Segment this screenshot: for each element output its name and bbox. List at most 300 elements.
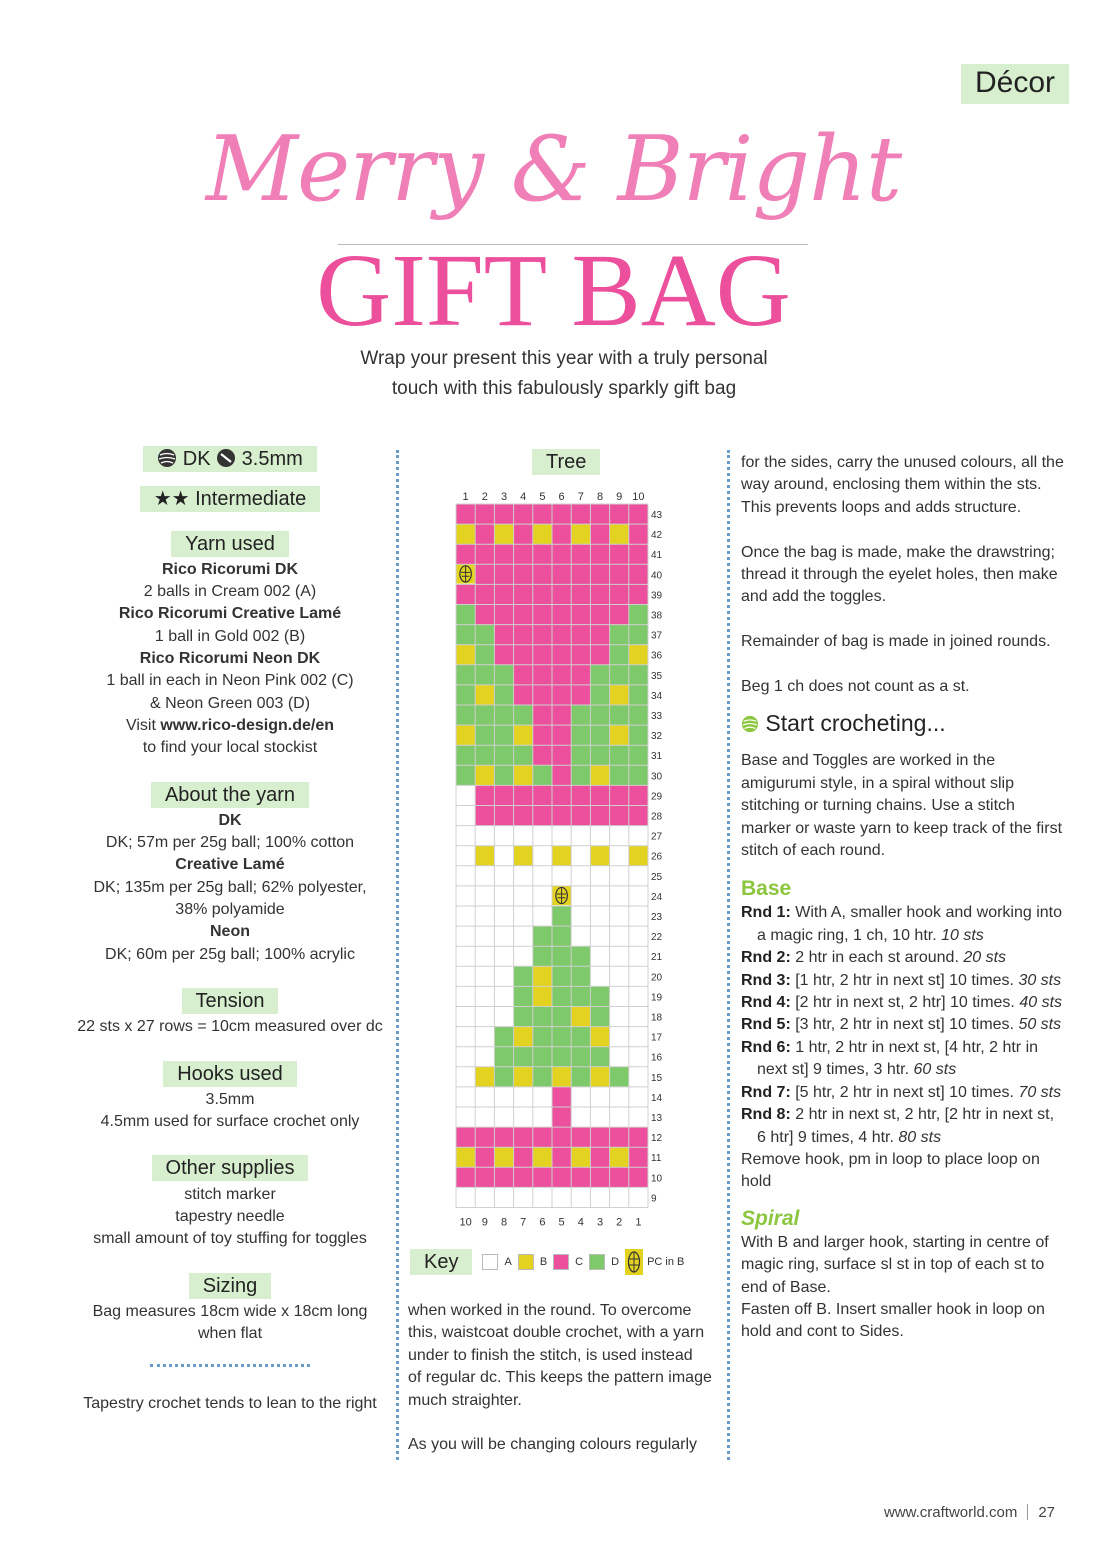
chart-heading-wrap [532,449,600,475]
row-number: 15 [651,1072,663,1084]
chart-cell [533,705,552,725]
chart-cell [533,1047,552,1067]
chart-cell [456,1027,475,1047]
sizing-line-1: Bag measures 18cm wide x 18cm long [92,1302,368,1320]
yarn-used-list [70,559,390,715]
yarn-line: & Neon Green 003 (D) [149,694,311,712]
chart-cell [533,665,552,685]
base-after: Remove hook, pm in loop to place loop on hold [741,1150,1040,1191]
chart-cell [494,1067,513,1087]
chart-cell [571,1087,590,1107]
page-number: 27 [1038,1504,1055,1521]
chart-cell [475,1147,494,1167]
page-title: GIFT BAG [316,233,791,348]
chart-cell [456,625,475,645]
chart-cell [494,665,513,685]
chart-cell [552,765,571,785]
chart-cell [629,906,648,926]
chart-cell [629,725,648,745]
chart-cell [571,665,590,685]
chart-cell [514,625,533,645]
chart-cell [590,544,609,564]
chart-cell [552,1147,571,1167]
chart-cell [475,605,494,625]
chart-cell [514,504,533,524]
chart-cell [533,745,552,765]
yarn-line: 1 ball in Gold 002 (B) [154,627,306,645]
round-text: With A, smaller hook and working into a magic ring, 1 ch, 10 htr. [757,904,1063,944]
key-heading: Key [410,1249,472,1275]
chart-cell [514,665,533,685]
chart-cell [590,705,609,725]
chart-cell [475,946,494,966]
chart-cell [552,524,571,544]
about-yarn-line: DK; 60m per 25g ball; 100% acrylic [105,945,355,963]
chart-cell [590,1067,609,1087]
col2-line: of regular dc. This keeps the pattern image [408,1369,712,1387]
chart-cell [514,785,533,805]
chart-cell [475,625,494,645]
chart-cell [456,1067,475,1087]
round-label: Rnd 8: [741,1106,791,1124]
chart-cell [552,906,571,926]
round-count: 30 sts [1018,971,1062,989]
chart-cell [590,1147,609,1167]
chart-cell [494,504,513,524]
chart-cell [552,826,571,846]
footer-url[interactable]: www.craftworld.com [883,1504,1018,1521]
column-divider-left [396,450,399,1460]
chart-cell [552,1007,571,1027]
chart-cell [590,665,609,685]
materials-column [70,446,390,1415]
chart-cell [610,745,629,765]
chart-cell [533,785,552,805]
row-number: 38 [651,610,663,622]
chart-cell [475,1047,494,1067]
chart-cell [494,605,513,625]
row-number: 34 [651,690,663,702]
chart-cell [552,846,571,866]
chart-cell [571,705,590,725]
yarn-weight: DK [182,448,211,470]
chart-cell [456,966,475,986]
spiral-line-1: With B and larger hook, starting in centre of magic ring, surface sl st in top of each st to end of Base. [741,1233,1049,1296]
round-text: [3 htr, 2 htr in next st] 10 times. [790,1016,1019,1034]
chart-cell [494,1167,513,1187]
chart-cell [514,1027,533,1047]
start-heading-row [741,708,1066,738]
chart-cell [456,886,475,906]
sizing-heading: Sizing [189,1273,271,1299]
chart-cell [590,946,609,966]
chart-cell [629,745,648,765]
chart-cell [571,765,590,785]
chart-cell [494,1027,513,1047]
round-text: 2 htr in each st around. [790,949,964,967]
chart-cell [456,785,475,805]
chart-cell [514,524,533,544]
chart-cell [610,866,629,886]
column-number-bottom: 1 [635,1216,642,1226]
base-heading: Base [741,877,792,901]
chart-cell [514,986,533,1006]
chart-cell [590,584,609,604]
chart-cell [610,986,629,1006]
yarn-line: Rico Ricorumi Creative Lamé [118,605,342,623]
key-item [589,1254,619,1270]
about-yarn-line: DK; 135m per 25g ball; 62% polyester, [93,878,367,896]
chart-cell [552,1087,571,1107]
about-yarn-line: DK; 57m per 25g ball; 100% cotton [105,834,355,852]
key-swatch-motif [625,1249,643,1275]
chart-cell [571,584,590,604]
col2-line: under to finish the stitch, is used instead [408,1346,693,1364]
chart-cell [571,886,590,906]
yarn-used-heading: Yarn used [171,531,289,557]
chart-cell [629,524,648,544]
col2-line: much straighter. [408,1391,522,1409]
chart-cell [533,524,552,544]
about-yarn-line: 38% polyamide [175,901,285,919]
chart-cell [590,866,609,886]
chart-cell [514,806,533,826]
round-count: 40 sts [1019,994,1063,1012]
chart-cell [475,1167,494,1187]
chart-cell [533,685,552,705]
chart-cell [552,665,571,685]
base-round [741,992,1066,1014]
column-number-top: 3 [500,491,508,503]
chart-cell [629,584,648,604]
round-count: 20 sts [963,949,1007,967]
row-number: 21 [651,952,663,964]
level-stars: ★★ [153,488,190,511]
round-label: Rnd 5: [741,1016,791,1034]
chart-cell [571,926,590,946]
other-supplies-heading: Other supplies [152,1155,309,1181]
chart-cell [590,1007,609,1027]
chart-cell [571,966,590,986]
chart-cell [475,524,494,544]
row-number: 32 [651,731,663,743]
chart-cell [456,1167,475,1187]
chart-cell [552,1167,571,1187]
intro-para-1: for the sides, carry the unused colours, all the way around, enclosing them within the sts. This prevents loops and adds structure. [741,454,1064,516]
chart-cell [629,685,648,705]
row-number: 31 [651,751,663,763]
chart-cell [514,645,533,665]
chart-cell [610,846,629,866]
chart-cell [533,544,552,564]
chart-cell [494,906,513,926]
chart-cell [590,725,609,745]
chart-cell [629,1127,648,1147]
chart-cell [514,906,533,926]
chart-cell [475,926,494,946]
chart-cell [552,504,571,524]
footer [884,1504,1055,1521]
row-number: 26 [651,851,663,863]
chart-cell [629,705,648,725]
chart-cell [590,986,609,1006]
chart-cell [514,725,533,745]
chart-cell [533,886,552,906]
chart-cell [571,685,590,705]
chart-cell [552,584,571,604]
chart-cell [514,1047,533,1067]
chart-cell [533,584,552,604]
chart-cell [533,1187,552,1207]
chart-cell [552,705,571,725]
chart-cell [533,1147,552,1167]
round-count: 50 sts [1018,1016,1062,1034]
visit-suffix: to find your local stockist [142,739,318,757]
supplies-line-3: small amount of toy stuffing for toggles [93,1230,367,1248]
chart-cell [610,605,629,625]
about-yarn-line: Neon [210,923,250,941]
chart-cell [610,524,629,544]
chart-cell [533,504,552,524]
chart-cell [629,1167,648,1187]
chart-cell [629,765,648,785]
row-number: 18 [651,1012,663,1024]
chart-cell [514,705,533,725]
chart-cell [533,866,552,886]
footer-separator [1027,1504,1028,1520]
rico-link[interactable]: www.rico-design.de/en [160,716,335,734]
chart-cell-motif [456,564,475,583]
chart-cell [571,725,590,745]
chart-cell [590,1047,609,1067]
row-number: 37 [651,630,663,642]
column-number-top: 8 [596,491,604,503]
chart-cell [456,685,475,705]
chart-cell [494,1007,513,1027]
chart-cell [629,1087,648,1107]
column-number-top: 7 [577,491,584,503]
chart-cell [552,866,571,886]
chart-cell [552,645,571,665]
chart-cell [610,1187,629,1207]
base-round [741,1037,1066,1082]
round-count: 80 sts [898,1128,942,1146]
chart-cell [629,1047,648,1067]
chart-cell [590,826,609,846]
chart-cell [456,1007,475,1027]
chart-cell [610,584,629,604]
chart-cell [590,564,609,584]
chart-cell [475,725,494,745]
chart-cell [533,1067,552,1087]
chart-cell [494,826,513,846]
chart-cell [494,846,513,866]
row-number: 13 [651,1113,663,1124]
chart-cell [514,866,533,886]
chart-cell [456,1047,475,1067]
chart-cell [590,886,609,906]
round-label: Rnd 6: [741,1038,791,1056]
chart-cell [494,685,513,705]
chart-cell [494,745,513,765]
chart-cell [533,1007,552,1027]
chart-cell [456,725,475,745]
chart-cell [571,645,590,665]
chart-cell [475,1107,494,1127]
chart-cell [610,1127,629,1147]
row-number: 22 [651,932,663,944]
chart-cell [552,1107,571,1127]
chart-cell [629,645,648,665]
chart-cell [610,886,629,906]
chart-cell [456,806,475,826]
row-number: 19 [651,992,663,1004]
chart-cell [514,584,533,604]
row-number: 29 [651,791,663,803]
yarn-line: Rico Ricorumi DK [161,560,298,578]
intro-para-3: Remainder of bag is made in joined rounds. [741,633,1051,651]
column-number-bottom: 4 [577,1216,584,1226]
chart-cell [475,544,494,564]
chart-cell [475,1127,494,1147]
yarn-line: 1 ball in each in Neon Pink 002 (C) [106,672,354,690]
spiral-heading: Spiral [741,1206,800,1230]
chart-cell [533,1167,552,1187]
row-number: 9 [651,1193,657,1205]
chart-cell [475,1187,494,1207]
column-divider-right [727,450,730,1460]
chart-cell [552,544,571,564]
chart-cell [494,946,513,966]
chart-cell [610,1027,629,1047]
column-number-top: 4 [520,491,527,503]
yarn-ball-icon [741,715,759,733]
base-rounds [741,902,1066,1148]
chart-cell [590,645,609,665]
chart-cell [475,886,494,906]
column-number-bottom: 3 [596,1216,604,1226]
chart-cell [533,725,552,745]
row-number: 33 [651,711,663,722]
chart-cell [590,806,609,826]
about-yarn-heading: About the yarn [151,782,309,808]
key-items [482,1249,690,1275]
chart-heading: Tree [532,449,600,475]
column-number-bottom: 10 [459,1216,472,1226]
column-number-top: 2 [481,491,488,503]
row-number: 28 [651,811,663,823]
chart-cell [456,1187,475,1207]
chart-cell [610,625,629,645]
column-number-bottom: 8 [500,1216,508,1226]
chart-cell [475,986,494,1006]
chart-cell [494,544,513,564]
row-number: 20 [651,972,663,984]
yarn-line: 2 balls in Cream 002 (A) [143,583,317,601]
chart-cell [475,665,494,685]
chart-cell [456,906,475,926]
chart-cell [533,906,552,926]
chart-cell [629,1107,648,1127]
about-yarn-list [70,810,390,966]
chart-cell [571,504,590,524]
chart-cell [456,1087,475,1107]
chart-cell [533,1087,552,1107]
tapestry-chart [440,486,690,1226]
row-number: 23 [651,912,663,923]
chart-cell [456,524,475,544]
sizing-line-2: when flat [197,1325,263,1343]
chart-cell [494,1187,513,1207]
chart-cell [456,765,475,785]
chart-cell [514,966,533,986]
chart-cell [610,946,629,966]
round-label: Rnd 7: [741,1083,791,1101]
chart-cell [456,826,475,846]
row-number: 42 [651,530,663,542]
chart-cell [456,665,475,685]
round-text: 1 htr, 2 htr in next st, [4 htr, 2 htr in next st] 9 times, 3 htr. [757,1038,1039,1079]
chart-cell [456,926,475,946]
column-number-top: 6 [558,491,565,503]
chart-cell [494,765,513,785]
key-item [625,1249,684,1275]
chart-cell [494,625,513,645]
row-number: 36 [651,650,663,662]
chart-cell [590,966,609,986]
chart-cell [610,906,629,926]
chart-cell [494,886,513,906]
chart-cell [494,705,513,725]
chart-cell [494,1127,513,1147]
row-number: 43 [651,510,663,521]
chart-cell [456,605,475,625]
supplies-line-2: tapestry needle [175,1208,285,1226]
start-heading: Start crocheting... [765,710,946,737]
chart-cell [456,1127,475,1147]
chart-cell [610,1047,629,1067]
chart-cell [629,966,648,986]
about-yarn-line: DK [218,811,242,829]
chart-cell [514,1127,533,1147]
chart-cell [571,906,590,926]
chart-cell [475,846,494,866]
chart-cell [475,645,494,665]
key-label: PC in B [647,1256,685,1268]
chart-cell [610,1067,629,1087]
chart-cell [494,926,513,946]
chart-cell [590,926,609,946]
chart-cell [475,826,494,846]
chart-cell [475,504,494,524]
key-label: C [575,1256,584,1268]
row-number: 12 [651,1133,663,1145]
row-number: 41 [651,550,663,562]
instructions-column [741,452,1066,1344]
chart-cell [514,826,533,846]
chart-cell [610,926,629,946]
chart-cell [610,1147,629,1167]
chart-cell [456,1147,475,1167]
chart-cell [610,725,629,745]
chart-cell [552,1047,571,1067]
key-swatch [589,1254,605,1270]
chart-cell [514,1107,533,1127]
round-count: 10 sts [941,926,984,944]
visit-prefix: Visit [125,716,161,734]
chart-cell [456,745,475,765]
hook-icon [216,448,236,468]
